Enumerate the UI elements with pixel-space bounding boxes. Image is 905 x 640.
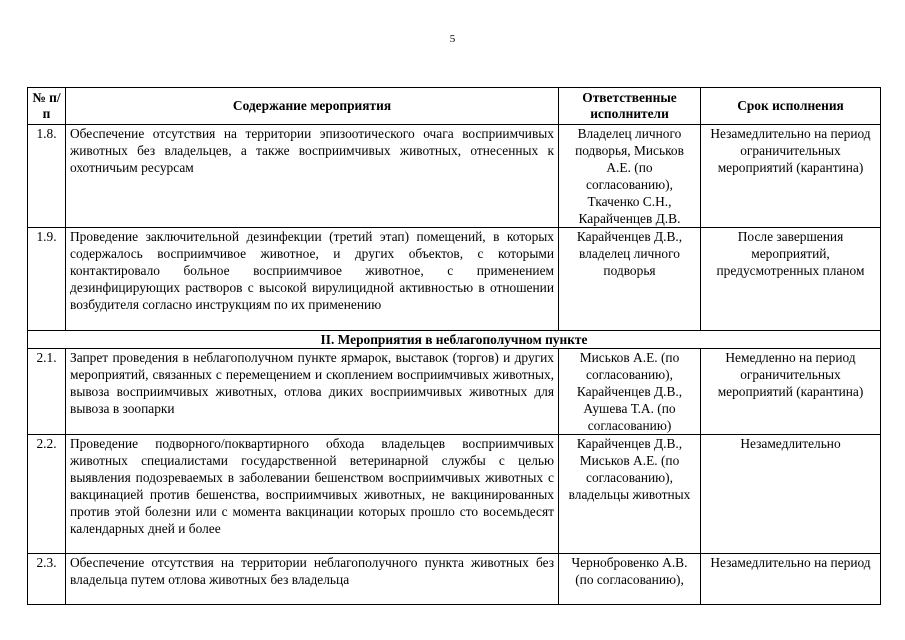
row-content: Проведение подворного/поквартирного обхода владельцев восприимчивых животных специалистами государственной ветеринарной службы с целью выявления подозреваемых в заболевании бешенством восприимчивых животных с вакцинацией против бешенства, восприимчивых животных, не вакцинированных против этой болезни или с момента вакцинации которых прошло сто восемьдесят календарных дней и более: [66, 435, 559, 554]
row-content: Обеспечение отсутствия на территории неблагополучного пункта животных без владельца путем отлова животных без владельца: [66, 554, 559, 605]
header-term: Срок исполнения: [701, 88, 881, 125]
row-responsible: Чернобровенко А.В. (по согласованию),: [559, 554, 701, 605]
row-responsible: Миськов А.Е. (по согласованию), Карайченцев Д.В., Аушева Т.А. (по согласованию): [559, 349, 701, 435]
measures-table: [27, 87, 881, 605]
row-term: Немедленно на период ограничительных мероприятий (карантина): [701, 349, 881, 435]
section-row: [28, 331, 881, 349]
table-row: [28, 228, 881, 331]
header-num: № п/п: [28, 88, 66, 125]
row-content: Обеспечение отсутствия на территории эпизоотического очага восприимчивых животных без владельцев, а также восприимчивых животных, отнесенных к охотничьим ресурсам: [66, 125, 559, 228]
table-row: [28, 125, 881, 228]
row-term: Незамедлительно на период: [701, 554, 881, 605]
table-row: [28, 349, 881, 435]
row-responsible: Карайченцев Д.В., владелец личного подворья: [559, 228, 701, 331]
page-number: 5: [449, 33, 456, 45]
row-num: 1.9.: [28, 228, 66, 331]
row-content: Запрет проведения в неблагополучном пункте ярмарок, выставок (торгов) и других мероприятий, связанных с перемещением и скоплением восприимчивых животных, вывоза восприимчивых животных, отлова диких восприимчивых животных для вывоза в зоопарки: [66, 349, 559, 435]
row-num: 2.3.: [28, 554, 66, 605]
row-num: 1.8.: [28, 125, 66, 228]
header-responsible: Ответственные исполнители: [559, 88, 701, 125]
row-responsible: Владелец личного подворья, Миськов А.Е. (по согласованию), Ткаченко С.Н., Карайченцев Д.В.: [559, 125, 701, 228]
table-row: [28, 435, 881, 554]
header-content: Содержание мероприятия: [66, 88, 559, 125]
row-term: После завершения мероприятий, предусмотренных планом: [701, 228, 881, 331]
table-header-row: [28, 88, 881, 125]
row-num: 2.2.: [28, 435, 66, 554]
row-content: Проведение заключительной дезинфекции (третий этап) помещений, в которых содержалось восприимчивое животное, и других объектов, с которыми контактировало больное восприимчивое животное, с применением дезинфицирующих растворов с высокой вирулицидной активностью в отношении возбудителя согласно инструкциям по их применению: [66, 228, 559, 331]
table-row: [28, 554, 881, 605]
row-num: 2.1.: [28, 349, 66, 435]
row-term: Незамедлительно на период ограничительных мероприятий (карантина): [701, 125, 881, 228]
section-title: II. Мероприятия в неблагополучном пункте: [28, 331, 881, 349]
row-term: Незамедлительно: [701, 435, 881, 554]
row-responsible: Карайченцев Д.В., Миськов А.Е. (по согласованию), владельцы животных: [559, 435, 701, 554]
